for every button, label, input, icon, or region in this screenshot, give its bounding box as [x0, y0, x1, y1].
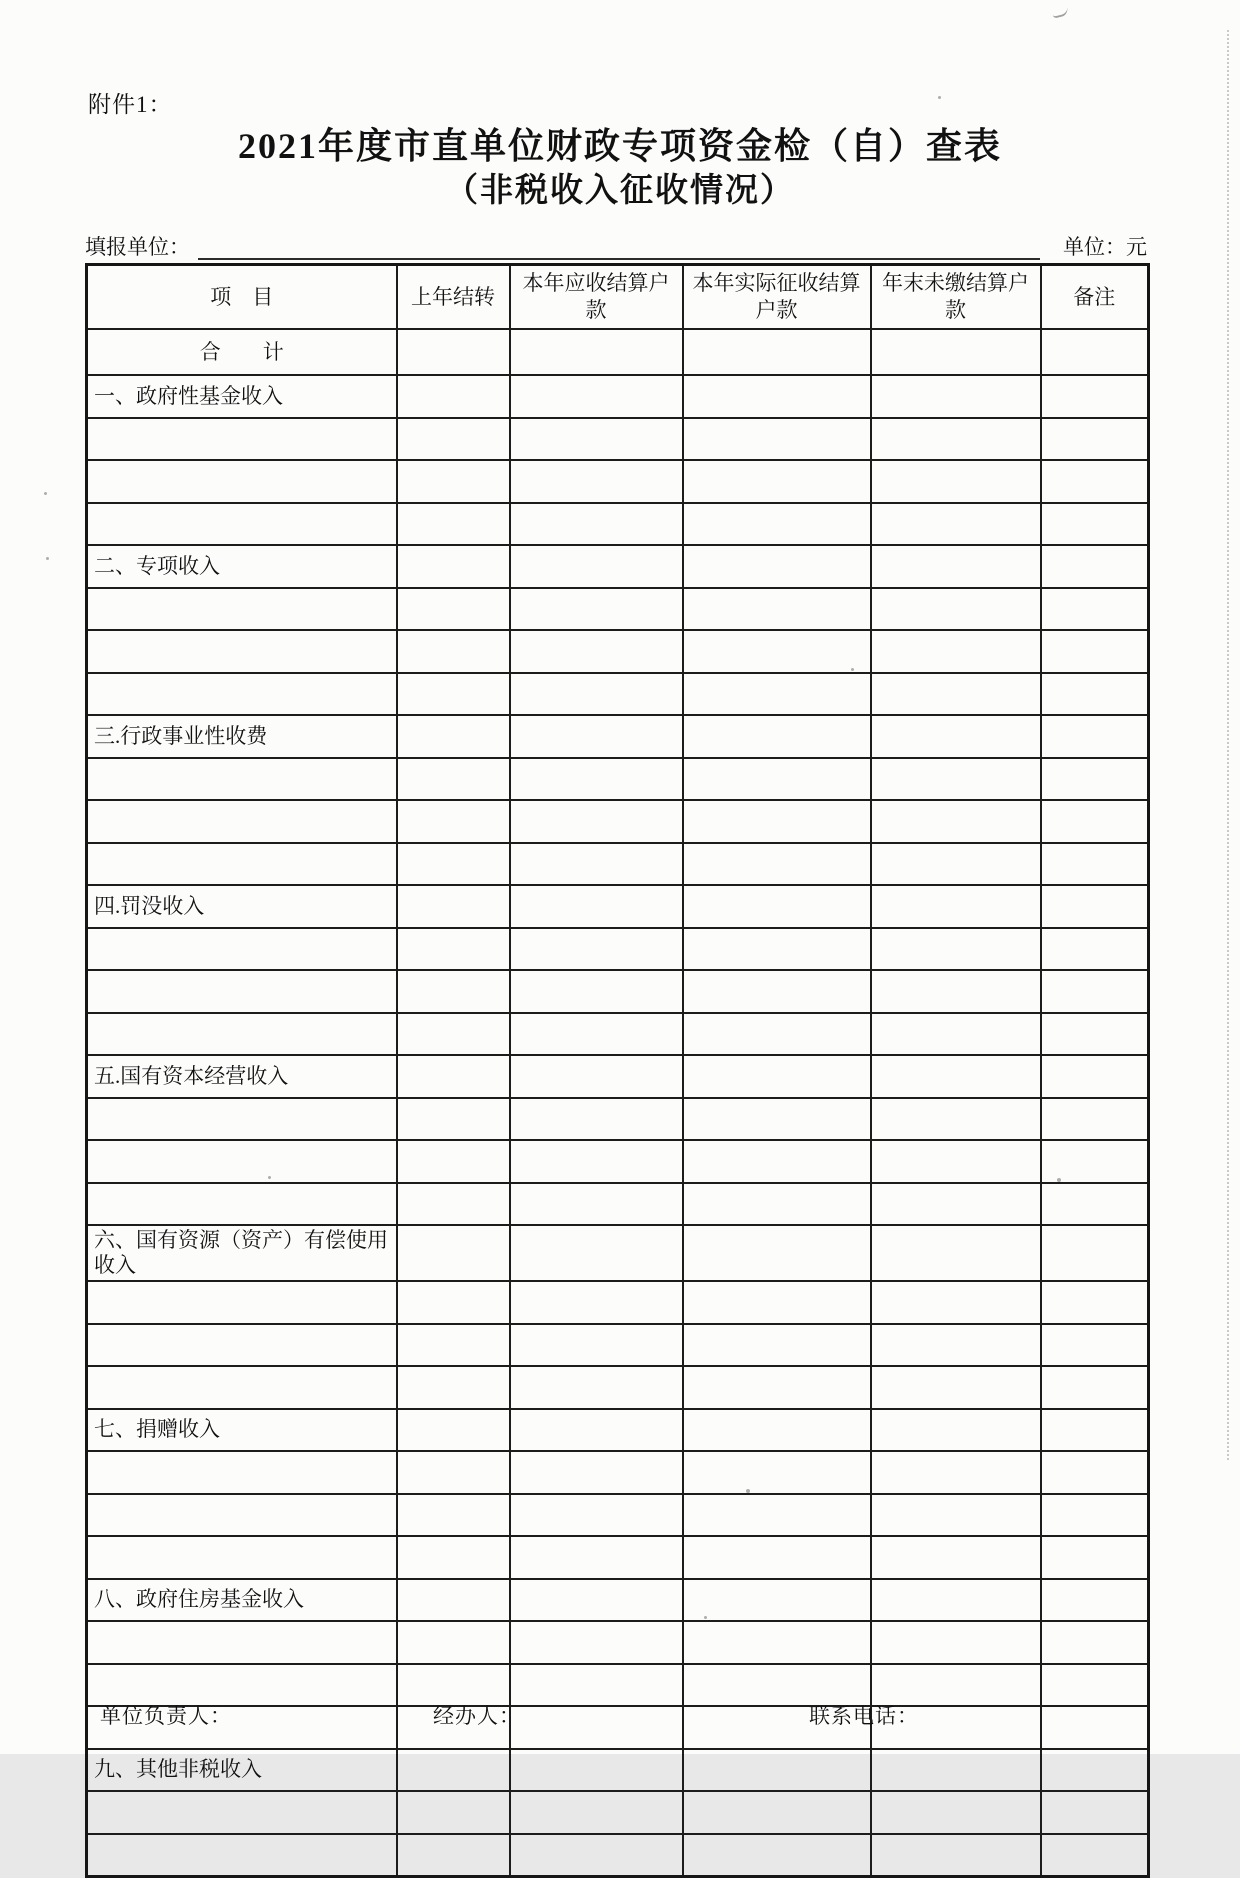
table-row: [87, 588, 1149, 631]
handler-label: 经办人：: [433, 1704, 521, 1728]
empty-value-cell: [683, 630, 871, 673]
row-label-cell: 六、国有资源（资产）有偿使用收入: [87, 1225, 397, 1281]
table-row: [87, 1791, 1149, 1834]
empty-value-cell: [683, 1281, 871, 1324]
empty-value-cell: [397, 503, 510, 546]
empty-value-cell: [397, 1834, 510, 1877]
row-label-cell: [87, 460, 397, 503]
row-label-cell: [87, 588, 397, 631]
row-label-cell: [87, 1494, 397, 1537]
row-label-cell: [87, 1140, 397, 1183]
empty-value-cell: [397, 630, 510, 673]
row-label-cell: 五.国有资本经营收入: [87, 1055, 397, 1098]
table-row: [87, 673, 1149, 716]
empty-value-cell: [1041, 1621, 1149, 1664]
empty-value-cell: [871, 588, 1041, 631]
row-label-cell: 三.行政事业性收费: [87, 715, 397, 758]
empty-value-cell: [871, 715, 1041, 758]
empty-value-cell: [683, 928, 871, 971]
empty-value-cell: [1041, 758, 1149, 801]
empty-value-cell: [397, 758, 510, 801]
empty-value-cell: [683, 1098, 871, 1141]
empty-value-cell: [871, 460, 1041, 503]
table-row: [87, 1536, 1149, 1579]
empty-value-cell: [683, 1834, 871, 1877]
empty-value-cell: [397, 1013, 510, 1056]
row-label-cell: [87, 843, 397, 886]
row-label-cell: [87, 1834, 397, 1877]
empty-value-cell: [683, 1055, 871, 1098]
form-subtitle: （非税收入征收情况）: [445, 173, 795, 209]
row-label-cell: 七、捐赠收入: [87, 1409, 397, 1452]
table-body: [87, 329, 1149, 1877]
empty-value-cell: [1041, 1494, 1149, 1537]
row-label-cell: 八、政府住房基金收入: [87, 1579, 397, 1622]
empty-value-cell: [510, 1749, 683, 1792]
row-label-cell: [87, 1536, 397, 1579]
empty-value-cell: [397, 928, 510, 971]
table-row: [87, 418, 1149, 461]
row-label-cell: [87, 1013, 397, 1056]
empty-value-cell: [871, 800, 1041, 843]
table-row: [87, 1055, 1149, 1098]
empty-value-cell: [510, 1791, 683, 1834]
empty-value-cell: [510, 630, 683, 673]
column-header: 备注: [1041, 265, 1149, 330]
empty-value-cell: [683, 1366, 871, 1409]
empty-value-cell: [1041, 1664, 1149, 1707]
empty-value-cell: [510, 1281, 683, 1324]
empty-value-cell: [510, 329, 683, 375]
empty-value-cell: [1041, 1013, 1149, 1056]
empty-value-cell: [683, 418, 871, 461]
empty-value-cell: [683, 1749, 871, 1792]
empty-value-cell: [397, 1621, 510, 1664]
row-label-cell: 一、政府性基金收入: [87, 375, 397, 418]
empty-value-cell: [683, 1409, 871, 1452]
empty-value-cell: [510, 885, 683, 928]
table-meta-row: [85, 231, 1147, 261]
empty-value-cell: [683, 1013, 871, 1056]
empty-value-cell: [871, 329, 1041, 375]
empty-value-cell: [1041, 545, 1149, 588]
empty-value-cell: [1041, 1281, 1149, 1324]
empty-value-cell: [871, 503, 1041, 546]
empty-value-cell: [683, 1621, 871, 1664]
column-header: 本年实际征收结算户款: [683, 265, 871, 330]
empty-value-cell: [397, 418, 510, 461]
row-label-cell: [87, 758, 397, 801]
empty-value-cell: [397, 673, 510, 716]
column-header: 年末未缴结算户款: [871, 265, 1041, 330]
empty-value-cell: [510, 1706, 683, 1749]
empty-value-cell: [871, 1324, 1041, 1367]
table-row: [87, 630, 1149, 673]
reporting-unit-fill-line: [198, 258, 1040, 260]
table-row: [87, 1409, 1149, 1452]
table-row: [87, 1140, 1149, 1183]
empty-value-cell: [871, 1098, 1041, 1141]
table-row: [87, 1494, 1149, 1537]
empty-value-cell: [510, 1225, 683, 1281]
empty-value-cell: [1041, 1366, 1149, 1409]
column-header: 本年应收结算户款: [510, 265, 683, 330]
unit-of-measure-label: 单位：元: [1063, 235, 1147, 259]
empty-value-cell: [510, 843, 683, 886]
empty-value-cell: [397, 1579, 510, 1622]
empty-value-cell: [1041, 970, 1149, 1013]
empty-value-cell: [1041, 673, 1149, 716]
row-label-cell: 合 计: [87, 329, 397, 375]
table-row: [87, 1013, 1149, 1056]
empty-value-cell: [871, 1451, 1041, 1494]
empty-value-cell: [683, 1494, 871, 1537]
empty-value-cell: [871, 1366, 1041, 1409]
empty-value-cell: [397, 1536, 510, 1579]
empty-value-cell: [683, 1324, 871, 1367]
empty-value-cell: [510, 1536, 683, 1579]
empty-value-cell: [510, 1098, 683, 1141]
empty-value-cell: [683, 1791, 871, 1834]
empty-value-cell: [510, 1140, 683, 1183]
table-row: [87, 715, 1149, 758]
empty-value-cell: [683, 885, 871, 928]
empty-value-cell: [1041, 1579, 1149, 1622]
row-label-cell: [87, 1183, 397, 1226]
empty-value-cell: [683, 375, 871, 418]
empty-value-cell: [1041, 1791, 1149, 1834]
scan-speck: [1057, 1178, 1061, 1182]
empty-value-cell: [397, 1451, 510, 1494]
empty-value-cell: [397, 1183, 510, 1226]
empty-value-cell: [683, 460, 871, 503]
reporting-unit-label: 填报单位：: [85, 235, 190, 259]
empty-value-cell: [1041, 1749, 1149, 1792]
empty-value-cell: [510, 375, 683, 418]
empty-value-cell: [397, 843, 510, 886]
empty-value-cell: [683, 843, 871, 886]
empty-value-cell: [510, 1494, 683, 1537]
table-row: [87, 1098, 1149, 1141]
attachment-label: 附件1：: [88, 92, 173, 117]
empty-value-cell: [397, 1281, 510, 1324]
empty-value-cell: [510, 545, 683, 588]
table-row: [87, 1451, 1149, 1494]
table-header: [87, 265, 1149, 330]
empty-value-cell: [683, 970, 871, 1013]
empty-value-cell: [871, 1183, 1041, 1226]
empty-value-cell: [1041, 1183, 1149, 1226]
row-label-cell: [87, 673, 397, 716]
empty-value-cell: [871, 1834, 1041, 1877]
empty-value-cell: [397, 1140, 510, 1183]
empty-value-cell: [510, 418, 683, 461]
empty-value-cell: [1041, 588, 1149, 631]
empty-value-cell: [397, 1055, 510, 1098]
empty-value-cell: [1041, 1324, 1149, 1367]
empty-value-cell: [397, 1749, 510, 1792]
table-row: [87, 1225, 1149, 1281]
empty-value-cell: [397, 1366, 510, 1409]
empty-value-cell: [510, 1664, 683, 1707]
scan-speck: [704, 1616, 707, 1619]
empty-value-cell: [871, 928, 1041, 971]
column-header: 上年结转: [397, 265, 510, 330]
empty-value-cell: [1041, 418, 1149, 461]
empty-value-cell: [683, 1579, 871, 1622]
table-row: [87, 1834, 1149, 1877]
empty-value-cell: [871, 1140, 1041, 1183]
responsible-person-label: 单位负责人：: [100, 1704, 232, 1728]
empty-value-cell: [871, 545, 1041, 588]
table-row: [87, 885, 1149, 928]
empty-value-cell: [1041, 885, 1149, 928]
contact-phone-label: 联系电话：: [809, 1704, 919, 1728]
empty-value-cell: [683, 715, 871, 758]
table-row: [87, 1366, 1149, 1409]
empty-value-cell: [1041, 1706, 1149, 1749]
empty-value-cell: [397, 588, 510, 631]
empty-value-cell: [397, 800, 510, 843]
empty-value-cell: [1041, 630, 1149, 673]
empty-value-cell: [1041, 1098, 1149, 1141]
empty-value-cell: [1041, 503, 1149, 546]
empty-value-cell: [871, 1409, 1041, 1452]
empty-value-cell: [510, 460, 683, 503]
table-row: [87, 1706, 1149, 1749]
empty-value-cell: [510, 970, 683, 1013]
table-row: [87, 970, 1149, 1013]
row-label-cell: [87, 1281, 397, 1324]
scan-speck: [746, 1489, 750, 1493]
table-row: [87, 800, 1149, 843]
empty-value-cell: [683, 1140, 871, 1183]
empty-value-cell: [397, 375, 510, 418]
empty-value-cell: [871, 375, 1041, 418]
empty-value-cell: [683, 545, 871, 588]
table-row: [87, 1664, 1149, 1707]
empty-value-cell: [871, 885, 1041, 928]
table-row: [87, 503, 1149, 546]
empty-value-cell: [397, 1791, 510, 1834]
empty-value-cell: [683, 329, 871, 375]
empty-value-cell: [871, 758, 1041, 801]
empty-value-cell: [510, 1579, 683, 1622]
empty-value-cell: [510, 1451, 683, 1494]
empty-value-cell: [871, 1536, 1041, 1579]
scan-speck: [938, 96, 941, 99]
row-label-cell: 二、专项收入: [87, 545, 397, 588]
scan-edge-artifact: [1227, 30, 1229, 1460]
scan-corner-artifact: [1051, 4, 1069, 19]
empty-value-cell: [397, 1409, 510, 1452]
table-row: [87, 329, 1149, 375]
empty-value-cell: [397, 885, 510, 928]
row-label-cell: [87, 800, 397, 843]
table-row: [87, 1621, 1149, 1664]
row-label-cell: 四.罚没收入: [87, 885, 397, 928]
table-row: [87, 758, 1149, 801]
empty-value-cell: [1041, 1225, 1149, 1281]
empty-value-cell: [683, 1225, 871, 1281]
table-row: [87, 545, 1149, 588]
nontax-revenue-table: [85, 263, 1150, 1878]
empty-value-cell: [683, 1183, 871, 1226]
table-row: [87, 1281, 1149, 1324]
empty-value-cell: [510, 588, 683, 631]
empty-value-cell: [871, 1055, 1041, 1098]
empty-value-cell: [871, 1225, 1041, 1281]
row-label-cell: [87, 928, 397, 971]
empty-value-cell: [1041, 375, 1149, 418]
empty-value-cell: [510, 1366, 683, 1409]
empty-value-cell: [871, 1791, 1041, 1834]
column-header: 项 目: [87, 265, 397, 330]
row-label-cell: [87, 970, 397, 1013]
empty-value-cell: [683, 503, 871, 546]
empty-value-cell: [683, 758, 871, 801]
row-label-cell: [87, 503, 397, 546]
empty-value-cell: [397, 715, 510, 758]
empty-value-cell: [1041, 1536, 1149, 1579]
empty-value-cell: [397, 460, 510, 503]
empty-value-cell: [510, 1834, 683, 1877]
empty-value-cell: [871, 673, 1041, 716]
empty-value-cell: [1041, 1834, 1149, 1877]
table-row: [87, 1183, 1149, 1226]
empty-value-cell: [510, 1183, 683, 1226]
empty-value-cell: [1041, 928, 1149, 971]
empty-value-cell: [510, 715, 683, 758]
table-row: [87, 1579, 1149, 1622]
empty-value-cell: [1041, 843, 1149, 886]
empty-value-cell: [510, 1013, 683, 1056]
empty-value-cell: [510, 928, 683, 971]
empty-value-cell: [871, 970, 1041, 1013]
row-label-cell: [87, 1621, 397, 1664]
scan-speck: [44, 492, 47, 495]
empty-value-cell: [510, 800, 683, 843]
empty-value-cell: [1041, 1409, 1149, 1452]
table-row: [87, 843, 1149, 886]
table-row: [87, 375, 1149, 418]
empty-value-cell: [1041, 460, 1149, 503]
empty-value-cell: [397, 1225, 510, 1281]
empty-value-cell: [510, 758, 683, 801]
empty-value-cell: [871, 1579, 1041, 1622]
scan-speck: [851, 668, 854, 671]
empty-value-cell: [871, 1621, 1041, 1664]
empty-value-cell: [871, 630, 1041, 673]
form-title: 2021年度市直单位财政专项资金检（自）查表: [237, 126, 1002, 166]
empty-value-cell: [510, 1324, 683, 1367]
empty-value-cell: [510, 1055, 683, 1098]
empty-value-cell: [683, 588, 871, 631]
empty-value-cell: [510, 503, 683, 546]
scan-speck: [268, 1176, 271, 1179]
row-label-cell: [87, 1366, 397, 1409]
empty-value-cell: [510, 673, 683, 716]
empty-value-cell: [397, 329, 510, 375]
empty-value-cell: [397, 1324, 510, 1367]
row-label-cell: [87, 418, 397, 461]
empty-value-cell: [683, 800, 871, 843]
table-row: [87, 928, 1149, 971]
table-row: [87, 1749, 1149, 1792]
row-label-cell: [87, 1098, 397, 1141]
empty-value-cell: [1041, 1451, 1149, 1494]
empty-value-cell: [871, 1013, 1041, 1056]
row-label-cell: [87, 1451, 397, 1494]
empty-value-cell: [871, 418, 1041, 461]
empty-value-cell: [871, 1494, 1041, 1537]
empty-value-cell: [683, 673, 871, 716]
scan-speck: [46, 557, 49, 560]
table-header-row: [87, 265, 1149, 330]
empty-value-cell: [1041, 800, 1149, 843]
empty-value-cell: [397, 1098, 510, 1141]
empty-value-cell: [871, 1749, 1041, 1792]
row-label-cell: 九、其他非税收入: [87, 1749, 397, 1792]
row-label-cell: [87, 1324, 397, 1367]
empty-value-cell: [1041, 715, 1149, 758]
empty-value-cell: [871, 843, 1041, 886]
empty-value-cell: [683, 1451, 871, 1494]
empty-value-cell: [510, 1621, 683, 1664]
empty-value-cell: [1041, 1140, 1149, 1183]
empty-value-cell: [397, 970, 510, 1013]
empty-value-cell: [397, 1494, 510, 1537]
row-label-cell: [87, 630, 397, 673]
empty-value-cell: [1041, 1055, 1149, 1098]
row-label-cell: [87, 1791, 397, 1834]
empty-value-cell: [510, 1409, 683, 1452]
table-row: [87, 460, 1149, 503]
empty-value-cell: [1041, 329, 1149, 375]
empty-value-cell: [683, 1536, 871, 1579]
table-row: [87, 1324, 1149, 1367]
empty-value-cell: [397, 545, 510, 588]
empty-value-cell: [871, 1281, 1041, 1324]
